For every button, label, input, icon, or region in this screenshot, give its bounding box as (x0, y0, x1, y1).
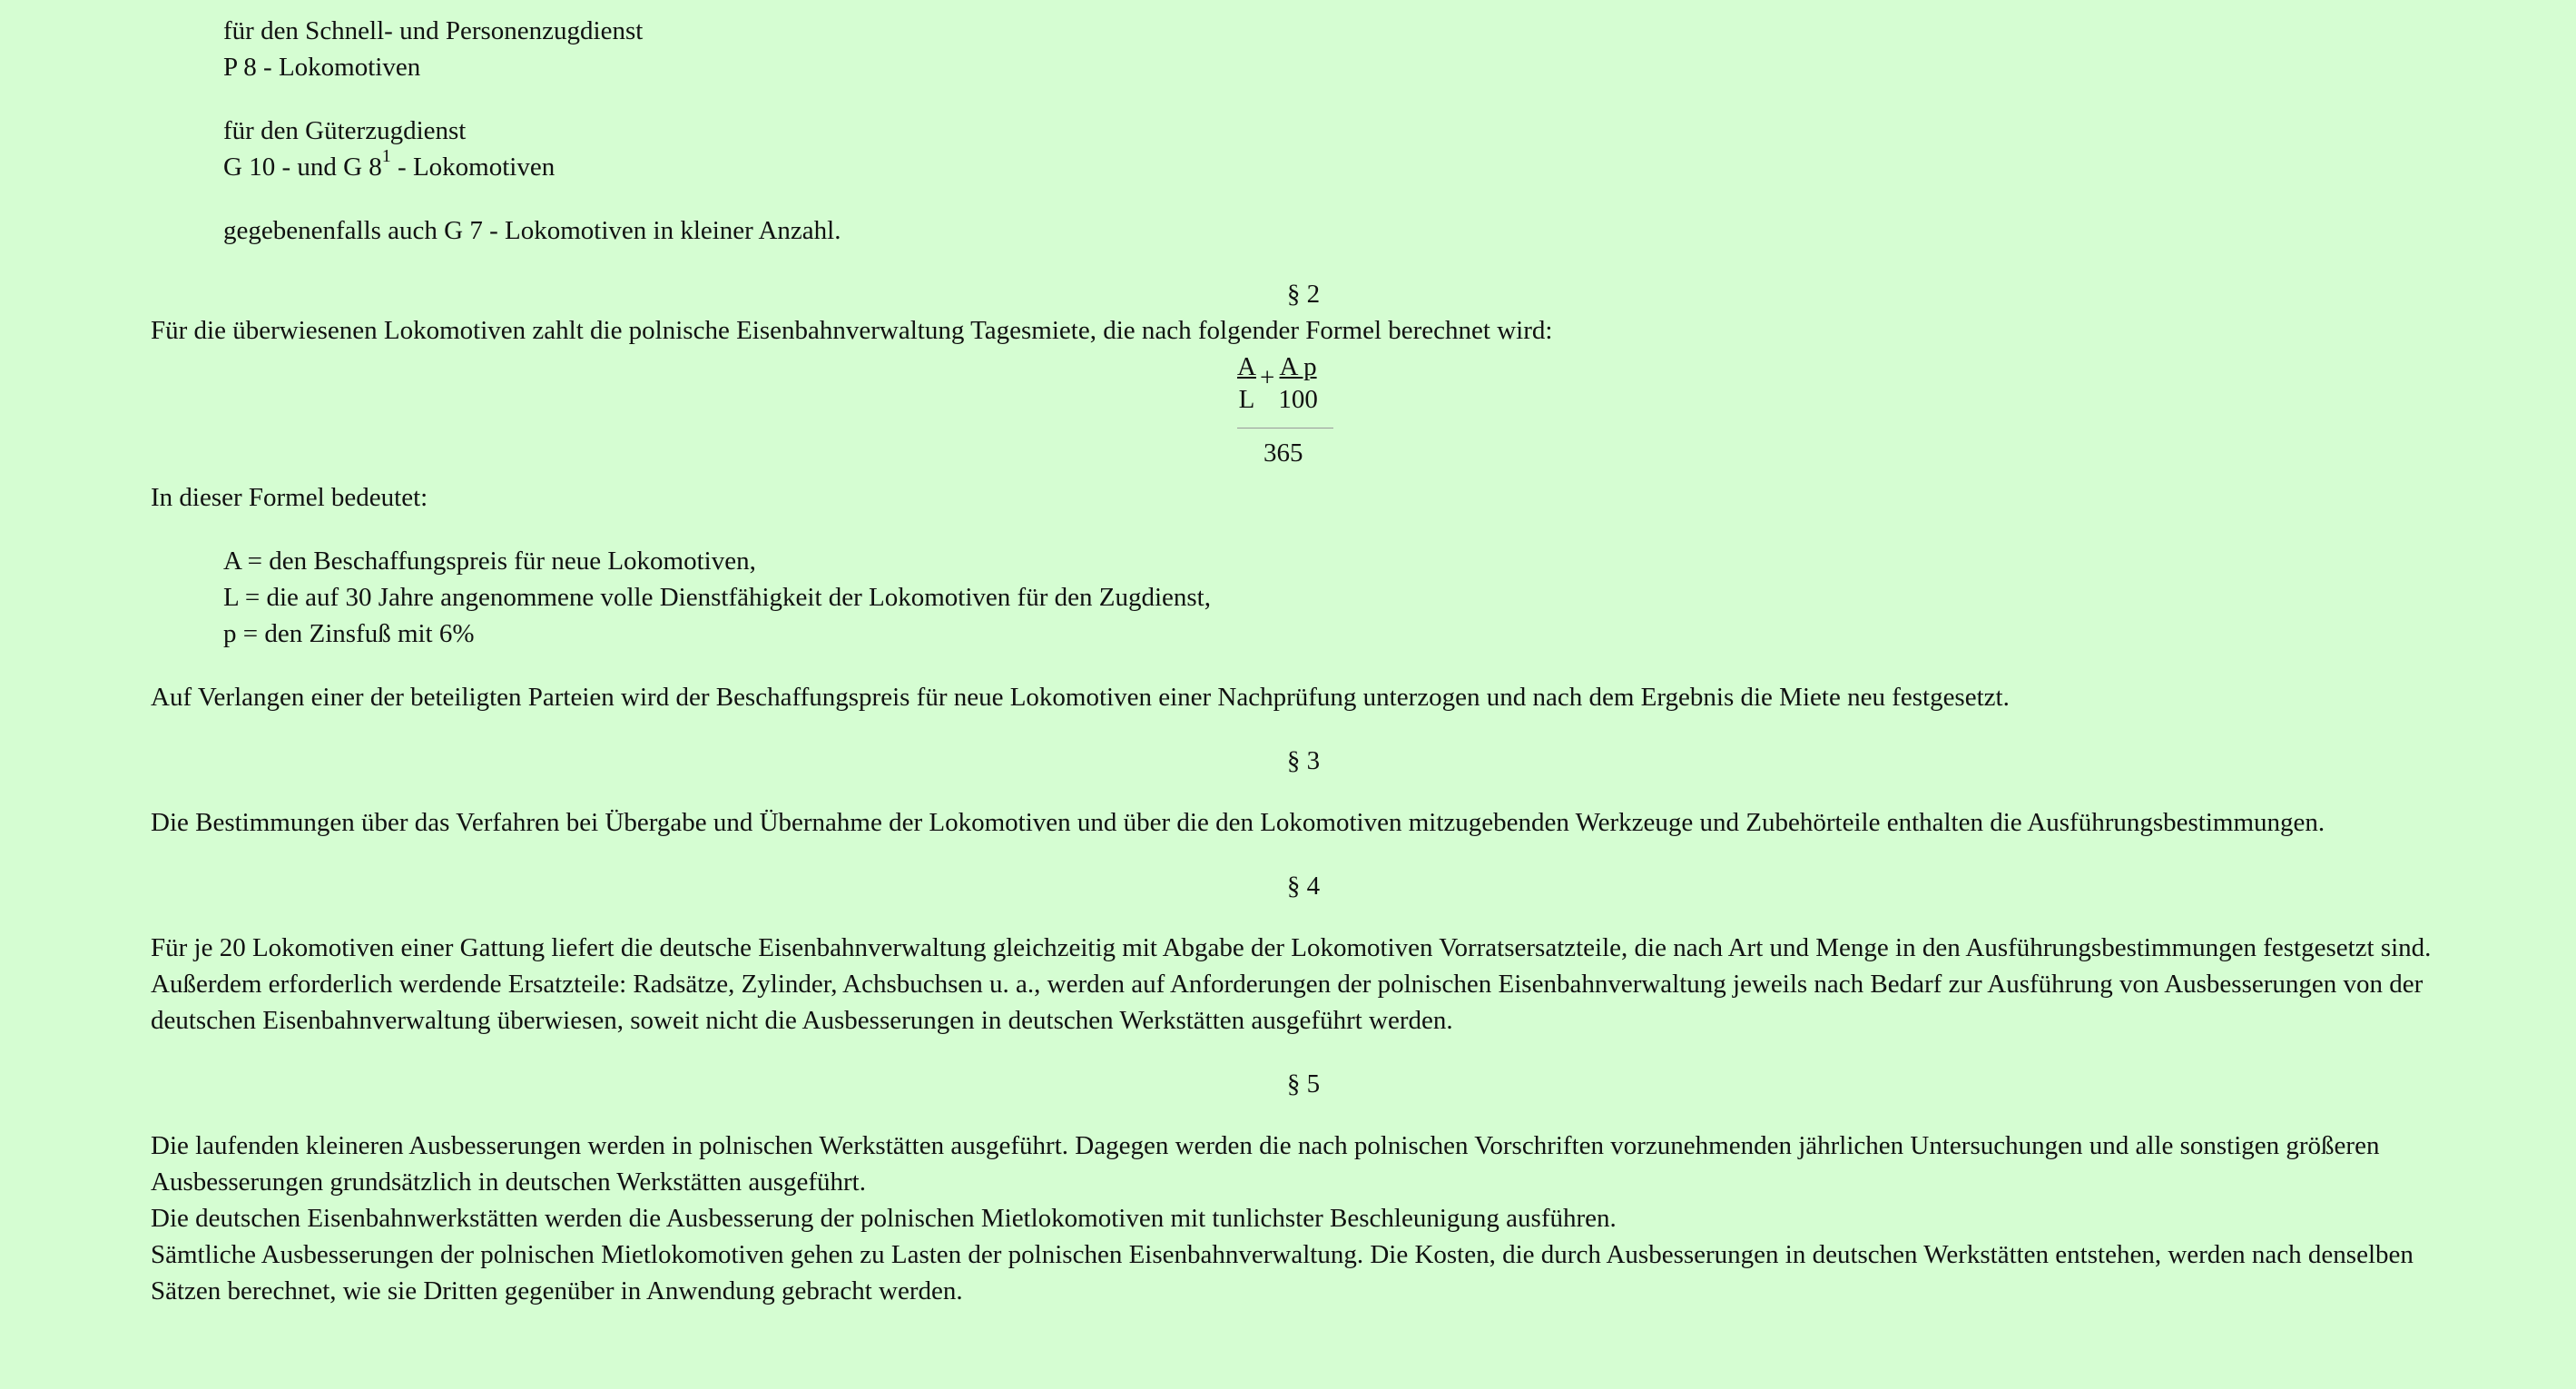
document-page (151, 13, 2456, 1309)
section-5-text-3: Sämtliche Ausbesserungen der polnischen Mietlokomotiven gehen zu Lasten der polnischen Eisenbahnverwaltung. Die Kosten, die durch Ausbesserungen in deutschen Werkstätten entstehen, werden nach denselben Sätzen berechnet, wie sie Dritten gegenüber in Anwendung gebracht werden. (151, 1240, 2414, 1305)
formula-definitions (151, 543, 2456, 652)
section-2-heading: § 2 (1286, 280, 1321, 309)
section-5-text-2: Die deutschen Eisenbahnwerkstätten werden die Ausbesserung der polnischen Mietlokomotiven mit tunlichster Beschleunigung ausführen. (151, 1204, 1617, 1233)
gueter-loks-post: - Lokomotiven (390, 153, 556, 182)
section-5-text-1: Die laufenden kleineren Ausbesserungen werden in polnischen Werkstätten ausgeführt. Dagegen werden die nach polnischen Vorschriften vorzunehmenden jährlichen Untersuchungen und alle sonstigen größeren Ausbesserungen grundsätzlich in deutschen Werkstätten ausgeführt. (151, 1131, 2380, 1197)
formula-plus: + (1259, 363, 1275, 392)
fraction-100-denominator: 100 (1278, 385, 1318, 414)
formula-division-rule (1237, 428, 1333, 429)
section-3-text: Die Bestimmungen über das Verfahren bei Übergabe und Übernahme der Lokomotiven und über die den Lokomotiven mitzugebenden Werkzeuge und Zubehörteile enthalten die Ausführungsbestimmungen. (151, 808, 2325, 837)
fraction-a-numerator: A (1237, 352, 1256, 381)
formula-legend-intro: In dieser Formel bedeutet: (151, 483, 428, 512)
section-4-heading: § 4 (1286, 872, 1321, 901)
section-4-text-2: Außerdem erforderlich werdende Ersatzteile: Radsätze, Zylinder, Achsbuchsen u. a., werden auf Anforderungen der polnischen Eisenbahnverwaltung jeweils nach Bedarf zur Ausführung von Ausbesserungen von der deutschen Eisenbahnverwaltung überwiesen, soweit nicht die Ausbesserungen in deutschen Werkstätten ausgeführt werden. (151, 970, 2424, 1035)
definition-a: A = den Beschaffungspreis für neue Lokomotiven, (223, 547, 756, 576)
definition-p: p = den Zinsfuß mit 6% (223, 619, 475, 648)
fraction-l-denominator: L (1238, 385, 1255, 414)
gueter-locomotives (223, 146, 2456, 185)
gueter-loks-superscript: 1 (381, 146, 391, 167)
gueter-loks-pre: G 10 - und G 8 (223, 153, 382, 182)
intro-schnell (151, 13, 2456, 85)
schnell-locomotives: P 8 - Lokomotiven (223, 53, 421, 82)
formula-divisor: 365 (1263, 438, 1303, 468)
rent-formula (151, 349, 2456, 481)
section-2-closing: Auf Verlangen einer der beteiligten Parteien wird der Beschaffungspreis für neue Lokomotiven einer Nachprüfung unterzogen und nach dem Ergebnis die Miete neu festgesetzt. (151, 683, 2010, 712)
schnell-heading: für den Schnell- und Personenzugdienst (223, 16, 644, 45)
fraction-ap-over-100 (1278, 350, 1318, 416)
section-4-text-1: Für je 20 Lokomotiven einer Gattung liefert die deutsche Eisenbahnverwaltung gleichzeitig mit Abgabe der Lokomotiven Vorratsersatzteile, die nach Art und Menge in den Ausführungsbestimmungen festgesetzt sind. (151, 933, 2432, 962)
gueter-heading: für den Güterzugdienst (223, 116, 467, 145)
intro-gueter (151, 113, 2456, 185)
section-2-text: Für die überwiesenen Lokomotiven zahlt die polnische Eisenbahnverwaltung Tagesmiete, die nach folgender Formel berechnet wird: (151, 316, 1553, 345)
section-5-heading: § 5 (1286, 1069, 1321, 1098)
definition-l: L = die auf 30 Jahre angenommene volle Dienstfähigkeit der Lokomotiven für den Zugdienst, (223, 583, 1211, 612)
section-3-heading: § 3 (1286, 746, 1321, 775)
fraction-ap-numerator: A p (1279, 352, 1317, 381)
fraction-a-over-l (1237, 350, 1256, 416)
g7-note: gegebenenfalls auch G 7 - Lokomotiven in kleiner Anzahl. (223, 216, 841, 245)
